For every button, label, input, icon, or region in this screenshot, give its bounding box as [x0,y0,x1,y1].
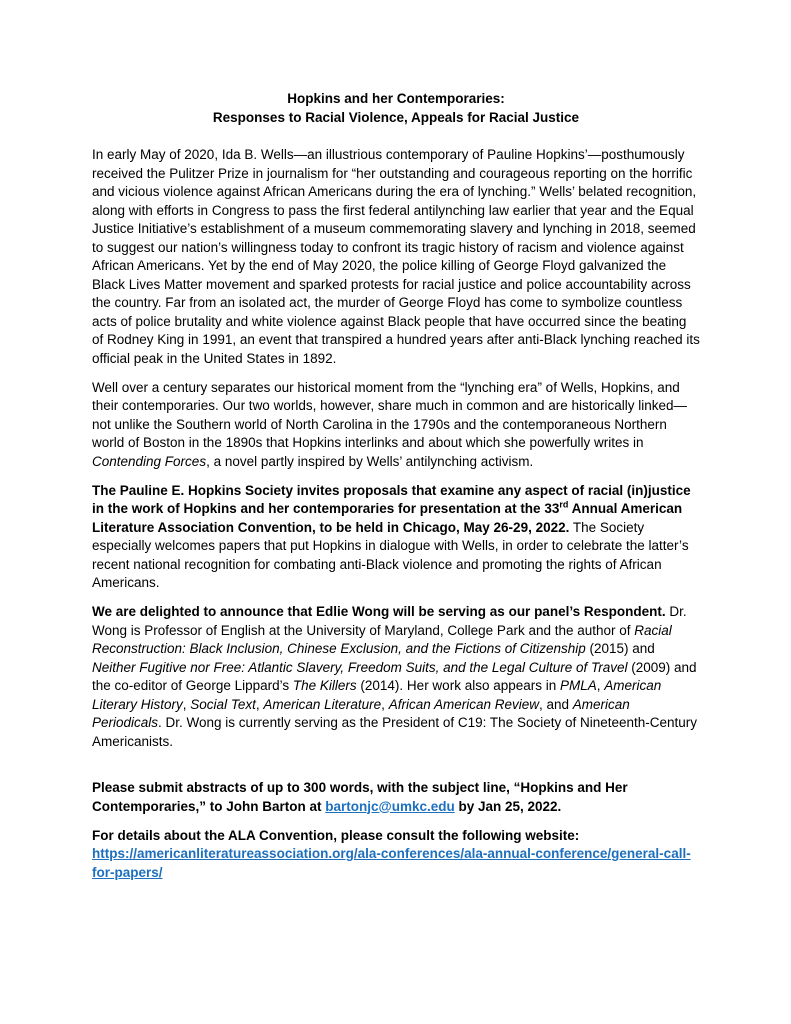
document-title [92,90,700,127]
title-line-1: Hopkins and her Contemporaries: [287,91,505,106]
submission-paragraph [92,779,700,816]
text-run: We are delighted to announce that Edlie Wong will be serving as our panel’s Respondent. [92,604,666,619]
text-run: The Society especially welcomes papers that put Hopkins in dialogue with Wells, in order to celebrate the latter’s recent national recognition for combating anti-Black violence and promoting the rights of African Americans. [92,519,689,590]
text-run: (2009) and the co-editor of George Lippard’s [92,659,697,693]
cfp-paragraph [92,482,700,593]
website-paragraph [92,827,700,883]
text-run: African American Review [388,696,539,712]
title-line-2: Responses to Racial Violence, Appeals for Racial Justice [212,109,580,125]
text-run: , and [539,696,573,712]
intro-paragraph [92,146,700,368]
text-run: (2014). Her work also appears in [356,678,560,693]
text-run: Well over a century separates our historical moment from the “lynching era” of Wells, Hopkins, and their contemporaries. Our two worlds, however, share much in common and are historically linked—not unlike the Southern world of North Carolina in the 1790s and the contemporaneous Northern world of Boston in the 1890s that Hopkins interlinks and about which she powerfully writes in [92,379,688,450]
text-run: Please submit abstracts of up to 300 words, with the subject line, “Hopkins and Her Contemporaries,” to John Barton at [92,780,628,814]
text-run: For details about the ALA Convention, please consult the following website: [92,827,580,843]
text-run: , [381,696,389,712]
text-run: . Dr. Wong is currently serving as the President of C19: The Society of Nineteenth-Century Americanists. [92,715,698,749]
document-body [92,146,700,882]
text-run: Social Text [190,696,256,712]
text-run: In early May of 2020, Ida B. Wells—an illustrious contemporary of Pauline Hopkins’—posthumously received the Pulitzer Prize in journalism for “her outstanding and courageous reporting on the horrific and vicious violence against African Americans during the era of lynching.” Wells’ belated recognition, along with efforts in Congress to pass the first federal antilynching law earlier that year and the Equal Justice Initiative’s establishment of a museum commemorating slavery and lynching in 2018, seemed to suggest our nation’s willingness today to confront its tragic history of racism and violence against African Americans. Yet by the end of May 2020, the police killing of George Floyd galvanized the Black Lives Matter movement and sparked protests for racial justice and police accountability across the country. Far from an isolated act, the murder of George Floyd has come to symbolize countless acts of police brutality and white violence against Black people that have occurred since the beating of Rodney King in 1991, an event that transpired a hundred years after anti-Black lynching reached its official peak in the United States in 1892. [92,147,700,366]
text-run: The Killers [292,678,357,693]
text-run: , [182,696,191,712]
text-run: The Pauline E. Hopkins Society invites proposals that examine any aspect of racial (in)justice in the work of Hopkins and her contemporaries for presentation at the 33 [92,482,691,516]
text-run: American Literature [263,696,382,712]
respondent-paragraph [92,603,700,751]
text-run: Racial Reconstruction: Black Inclusion, Chinese Exclusion, and the Fictions of Citizenship [92,622,672,656]
text-run: rd [559,499,569,510]
text-run: , [596,678,605,693]
text-run: American Periodicals [92,696,630,730]
text-run: Dr. Wong is Professor of English at the University of Maryland, College Park and the author of [92,604,687,638]
century-paragraph [92,379,700,472]
text-run: Neither Fugitive nor Free: Atlantic Slavery, Freedom Suits, and the Legal Culture of Travel [92,659,628,675]
text-run: PMLA [560,678,597,693]
text-run: Contending Forces [92,453,207,469]
text-run: (2015) and [585,641,655,656]
text-run: , [255,696,264,712]
text-run: , a novel partly inspired by Wells’ antilynching activism. [206,453,534,469]
email-link[interactable]: bartonjc@umkc.edu [325,798,455,814]
ala-website-link[interactable]: https://americanliteratureassociation.org/ala-conferences/ala-annual-conference/general-call-for-papers/ [92,846,691,880]
text-run: by Jan 25, 2022. [454,798,562,814]
text-run: American Literary History [92,678,662,712]
text-run: Annual American Literature Association Convention, to be held in Chicago, May 26-29, 2022. [92,501,683,535]
